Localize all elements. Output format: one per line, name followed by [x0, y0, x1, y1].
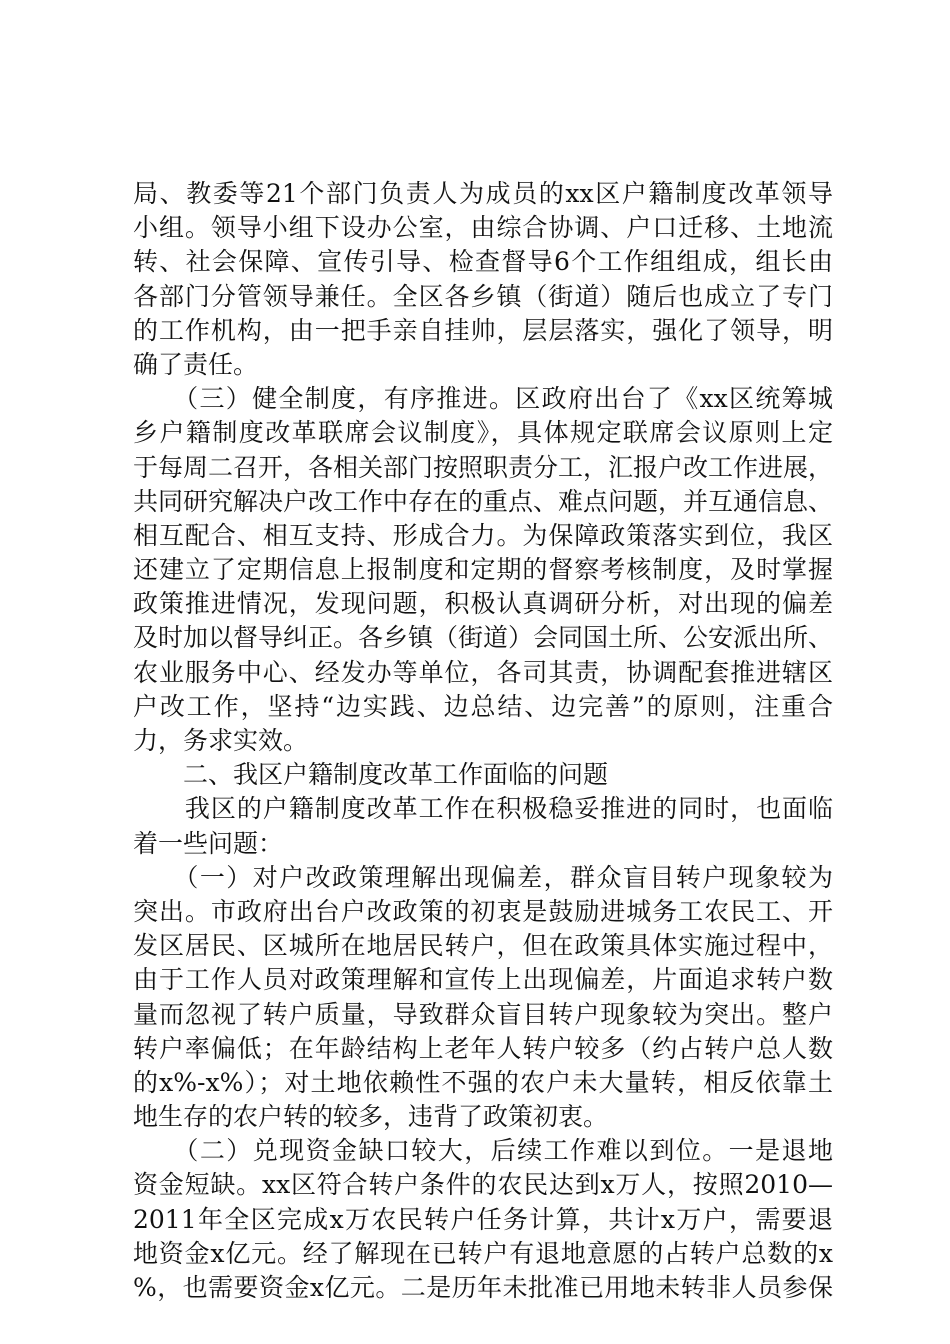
text-line: （二）兑现资金缺口较大，后续工作难以到位。一是退地: [133, 1136, 833, 1166]
text-line: 着一些问题：: [133, 828, 284, 858]
text-line: 由于工作人员对政策理解和宣传上出现偏差，片面追求转户数: [133, 965, 833, 995]
text-line: 2011年全区完成x万农民转户任务计算，共计x万户，需要退: [133, 1204, 833, 1234]
text-line: 农业服务中心、经发办等单位，各司其责，协调配套推进辖区: [133, 657, 833, 687]
text-line: （三）健全制度，有序推进。区政府出台了《xx区统筹城: [133, 384, 833, 414]
text-line: %，也需要资金x亿元。二是历年未批准已用地未转非人员参保: [133, 1273, 833, 1302]
text-line: 还建立了定期信息上报制度和定期的督察考核制度，及时掌握: [133, 555, 833, 585]
text-line: 各部门分管领导兼任。全区各乡镇（街道）随后也成立了专门: [133, 281, 833, 311]
text-line: 共同研究解决户改工作中存在的重点、难点问题，并互通信息、: [133, 486, 834, 516]
text-line: 突出。市政府出台户改政策的初衷是鼓励进城务工农民工、开: [133, 896, 833, 926]
text-line: 小组。领导小组下设办公室，由综合协调、户口迁移、土地流: [133, 213, 833, 243]
text-line: 的工作机构，由一把手亲自挂帅，层层落实，强化了领导，明: [133, 315, 833, 345]
text-line: 发区居民、区城所在地居民转户，但在政策具体实施过程中，: [133, 931, 833, 961]
text-line: 力，务求实效。: [133, 726, 309, 755]
text-line: 量而忽视了转户质量，导致群众盲目转户现象较为突出。整户: [133, 999, 833, 1029]
document-body: [133, 177, 833, 1305]
text-line: 乡户籍制度改革联席会议制度》，具体规定联席会议原则上定: [133, 418, 833, 448]
text-line: 局、教委等21个部门负责人为成员的xx区户籍制度改革领导: [133, 179, 833, 208]
text-line: 资金短缺。xx区符合转户条件的农民达到x万人，按照2010—: [133, 1170, 833, 1200]
text-line: （一）对户改政策理解出现偏差，群众盲目转户现象较为: [133, 862, 833, 892]
text-line: 于每周二召开，各相关部门按照职责分工，汇报户改工作进展，: [133, 452, 834, 482]
text-line: 及时加以督导纠正。各乡镇（街道）会同国土所、公安派出所、: [133, 623, 834, 653]
text-line: 的x%-x%）；对土地依赖性不强的农户未大量转，相反依靠土: [133, 1067, 833, 1097]
text-line: 户改工作，坚持“边实践、边总结、边完善”的原则，注重合: [133, 691, 833, 721]
text-line: 二、我区户籍制度改革工作面临的问题: [133, 760, 609, 790]
text-line: 地资金x亿元。经了解现在已转户有退地意愿的占转户总数的x: [133, 1238, 833, 1268]
text-line: 我区的户籍制度改革工作在积极稳妥推进的同时，也面临: [133, 794, 833, 824]
text-line: 相互配合、相互支持、形成合力。为保障政策落实到位，我区: [133, 520, 833, 550]
text-line: 转户率偏低；在年龄结构上老年人转户较多（约占转户总人数: [133, 1033, 833, 1063]
text-line: 地生存的农户转的较多，违背了政策初衷。: [133, 1102, 609, 1132]
text-line: 转、社会保障、宣传引导、检查督导6个工作组组成，组长由: [133, 247, 833, 277]
text-line: 政策推进情况，发现问题，积极认真调研分析，对出现的偏差: [133, 589, 833, 619]
text-line: 确了责任。: [133, 349, 259, 379]
